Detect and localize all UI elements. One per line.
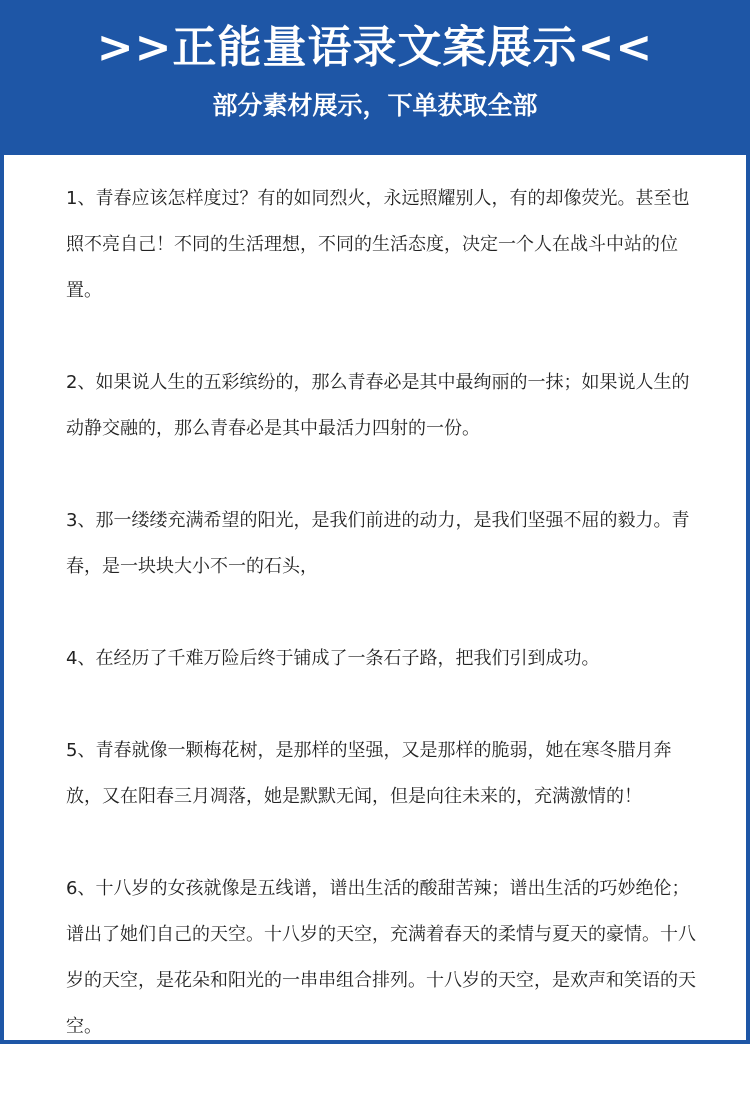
quote-item: 3、那一缕缕充满希望的阳光，是我们前进的动力，是我们坚强不屈的毅力。青春，是一块块大小不一的石头，	[66, 510, 690, 577]
quote-list	[66, 176, 706, 1096]
page-subtitle: 部分素材展示，下单获取全部	[212, 91, 538, 120]
quote-item: 4、在经历了千难万险后终于铺成了一条石子路，把我们引到成功。	[66, 648, 600, 669]
quote-item: 6、十八岁的女孩就像是五线谱，谱出生活的酸甜苦辣；谱出生活的巧妙绝伦；谱出了她们自己的天空。十八岁的天空，充满着春天的柔情与夏天的豪情。十八岁的天空，是花朵和阳光的一串串组合排列。十八岁的天空，是欢声和笑语的天空。	[66, 878, 696, 1037]
quote-item: 1、青春应该怎样度过？有的如同烈火，永远照耀别人，有的却像荧光。甚至也照不亮自己！不同的生活理想，不同的生活态度，决定一个人在战斗中站的位置。	[66, 188, 690, 301]
quote-item: 2、如果说人生的五彩缤纷的，那么青春必是其中最绚丽的一抹；如果说人生的动静交融的，那么青春必是其中最活力四射的一份。	[66, 372, 690, 439]
header-banner	[0, 0, 750, 155]
left-border	[0, 155, 4, 1044]
page-title: >>正能量语录文案展示<<	[96, 22, 654, 73]
right-border	[746, 155, 750, 1044]
quote-item: 5、青春就像一颗梅花树，是那样的坚强，又是那样的脆弱，她在寒冬腊月奔放，又在阳春三月凋落，她是默默无闻，但是向往未来的，充满激情的！	[66, 740, 672, 807]
